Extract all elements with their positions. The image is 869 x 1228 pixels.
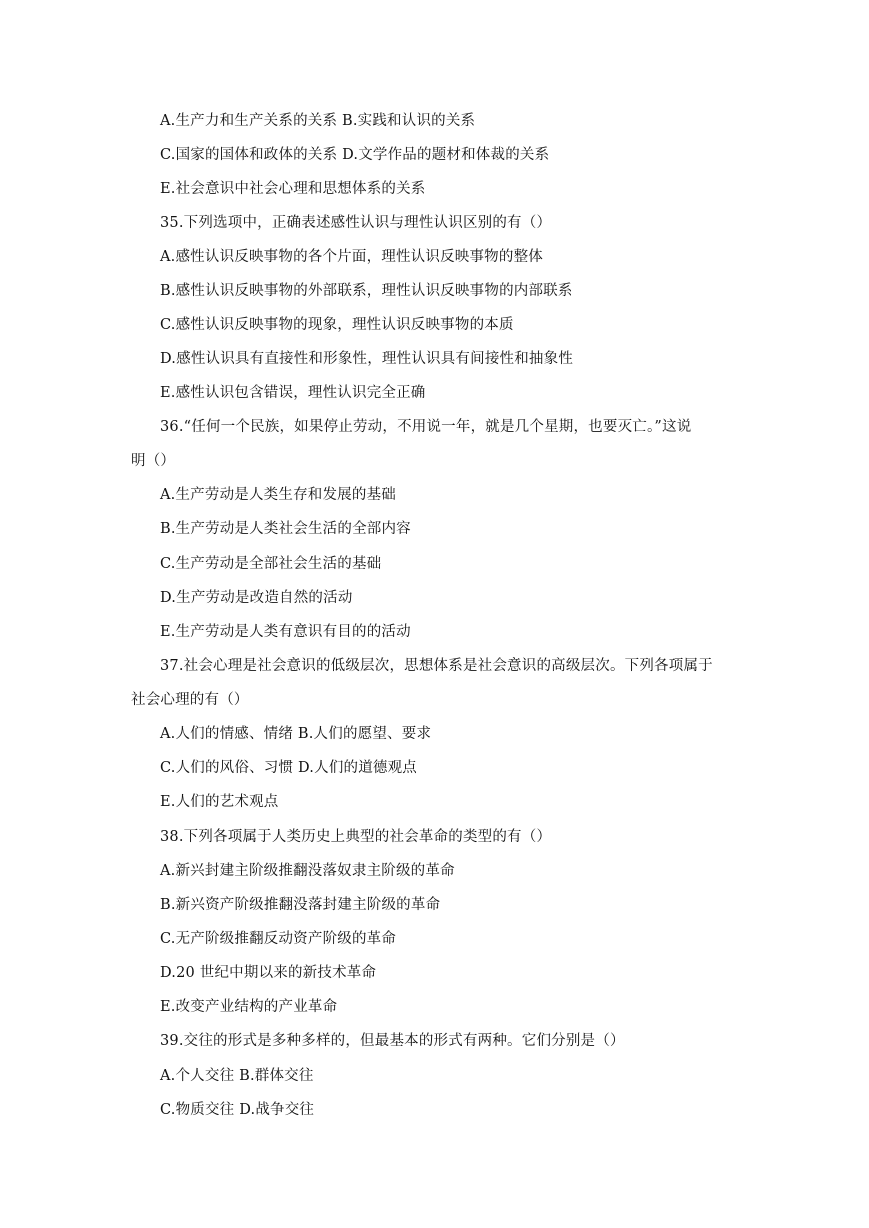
q34-option-e: E.社会意识中社会心理和思想体系的关系 (160, 181, 426, 197)
q35-option-b: B.感性认识反映事物的外部联系，理性认识反映事物的内部联系 (160, 283, 573, 299)
q36-option-e: E.生产劳动是人类有意识有目的的活动 (160, 624, 411, 640)
q37-question-cont: 社会心理的有（） (131, 692, 249, 708)
q39-question: 39.交往的形式是多种多样的，但最基本的形式有两种。它们分别是（） (160, 1033, 625, 1049)
q35-option-c: C.感性认识反映事物的现象，理性认识反映事物的本质 (160, 317, 514, 333)
q35-option-e: E.感性认识包含错误，理性认识完全正确 (160, 385, 426, 401)
q39-options-ab: A.个人交往 B.群体交往 (160, 1068, 314, 1084)
q38-option-a: A.新兴封建主阶级推翻没落奴隶主阶级的革命 (160, 863, 455, 879)
q35-question: 35.下列选项中，正确表述感性认识与理性认识区别的有（） (160, 215, 552, 231)
q36-option-c: C.生产劳动是全部社会生活的基础 (160, 556, 382, 572)
q35-option-d: D.感性认识具有直接性和形象性，理性认识具有间接性和抽象性 (160, 351, 574, 367)
q36-option-a: A.生产劳动是人类生存和发展的基础 (160, 487, 396, 503)
q38-question: 38.下列各项属于人类历史上典型的社会革命的类型的有（） (160, 829, 552, 845)
q34-options-ab: A.生产力和生产关系的关系 B.实践和认识的关系 (160, 113, 476, 129)
q34-options-cd: C.国家的国体和政体的关系 D.文学作品的题材和体裁的关系 (160, 147, 550, 163)
q38-option-b: B.新兴资产阶级推翻没落封建主阶级的革命 (160, 897, 441, 913)
q39-options-cd: C.物质交往 D.战争交往 (160, 1102, 315, 1118)
q35-option-a: A.感性认识反映事物的各个片面，理性认识反映事物的整体 (160, 249, 543, 265)
q36-question: 36.“任何一个民族，如果停止劳动，不用说一年，就是几个星期，也要灭亡。”这说 (160, 419, 692, 435)
q36-question-cont: 明（） (131, 453, 176, 469)
q37-options-cd: C.人们的风俗、习惯 D.人们的道德观点 (160, 760, 418, 776)
q36-option-d: D.生产劳动是改造自然的活动 (160, 590, 353, 606)
q37-option-e: E.人们的艺术观点 (160, 794, 279, 810)
q37-question: 37.社会心理是社会意识的低级层次，思想体系是社会意识的高级层次。下列各项属于 (160, 658, 713, 674)
q37-options-ab: A.人们的情感、情绪 B.人们的愿望、要求 (160, 726, 432, 742)
q38-option-d: D.20 世纪中期以来的新技术革命 (160, 965, 377, 981)
q38-option-c: C.无产阶级推翻反动资产阶级的革命 (160, 931, 397, 947)
q36-option-b: B.生产劳动是人类社会生活的全部内容 (160, 521, 411, 537)
q38-option-e: E.改变产业结构的产业革命 (160, 999, 338, 1015)
